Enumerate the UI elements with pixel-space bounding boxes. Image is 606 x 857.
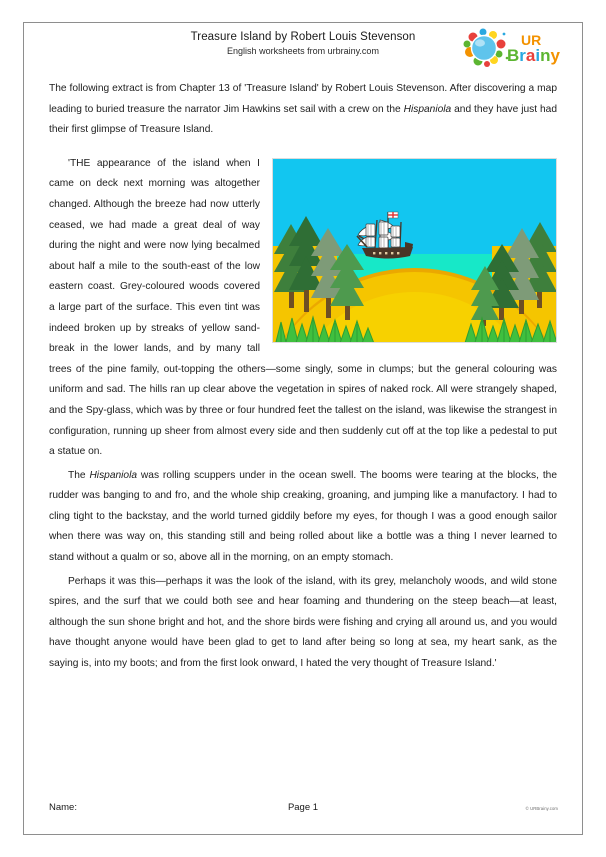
treasure-island-illustration: [272, 158, 557, 343]
worksheet-page: [23, 22, 583, 835]
ship-stern: [405, 242, 413, 250]
logo-text-brainy: Brainy: [507, 46, 560, 65]
page-number: Page 1: [287, 802, 319, 813]
urbrainy-logo[interactable]: [463, 28, 575, 68]
name-field-label[interactable]: Name:: [49, 802, 77, 813]
intro-text-2: and they have just had their first glimpse of Treasure Island.: [49, 103, 557, 136]
extract-paragraph-2: [49, 466, 557, 569]
bush-cluster-left: [272, 312, 377, 343]
intro-ship-name: Hispaniola: [403, 103, 452, 115]
intro-text-1: The following extract is from Chapter 13 of 'Treasure Island' by Robert Louis Stevenson. After discovering a map leading to buried treasure the narrator Jim Hawkins set sail with a crew on the: [49, 83, 557, 115]
page-footer: [24, 790, 582, 834]
page-subtitle: English worksheets from urbrainy.com: [227, 46, 379, 56]
logo-text-ur: UR: [521, 32, 542, 48]
copyright-notice: © URBrainy.com: [525, 806, 558, 811]
worksheet-content: [24, 73, 582, 675]
intro-paragraph: [49, 79, 557, 141]
urbrainy-logo-svg: [463, 28, 575, 68]
page-header: [24, 23, 582, 73]
page-title: Treasure Island by Robert Louis Stevenson: [190, 31, 416, 43]
bush-cluster-right: [462, 312, 557, 343]
p2-ship-name: Hispaniola: [89, 469, 138, 481]
extract-paragraph-3: Perhaps it was this—perhaps it was the look of the island, with its grey, melancholy woods, and wild stone spires, and the surf that we could both see and hear foaming and thundering on the steep beach—at least, although the sun shone bright and hot, and the shore birds were fishing and crying all around us, and you would have thought anyone would have been glad to get to land after being so long at sea, my heart sank, as the saying is, into my boots; and from the first look onward, I hated the very thought of Treasure Island.': [49, 575, 557, 670]
p2-text-1: The: [68, 469, 90, 481]
p2-text-2: was rolling scuppers under in the ocean swell. The booms were tearing at the blocks, the rudder was banging to and fro, and the whole ship creaking, groaning, and jumping like a manufactory. I had to cling tight to the backstay, and the world turned giddily before my eyes, for though I was a good enough sailor when there was way on, this standing still and being rolled about like a bottle was a thing I never learned to stand without a qualm or so, above all in the morning, on an empty stomach.: [49, 469, 557, 564]
pine-tree-left-4c: [330, 276, 364, 306]
galleon-ship: [355, 206, 421, 262]
extract-paragraph-1: 'THE appearance of the island when I came on deck next morning was altogether changed. Although the breeze had now utterly ceased, we had made a great deal of way during the night and were now lying becalmed about half a mile to the south-east of the low eastern coast. Grey-coloured woods covered a large part of the surface. This even tint was indeed broken up by streaks of yellow sand-break in the lower lands, and by many tall trees of the pine family, out-topping the others—some singly, some in clumps; but the general colouring was uniform and sad. The hills ran up clear above the vegetation in spires of naked rock. All were strangely shaped, and the Spy-glass, which was by three or four hundred feet the tallest on the island, was likewise the strangest in configuration, running up sheer from almost every side and then suddenly cut off at the top like a pedestal to put a statue on.: [49, 157, 557, 458]
